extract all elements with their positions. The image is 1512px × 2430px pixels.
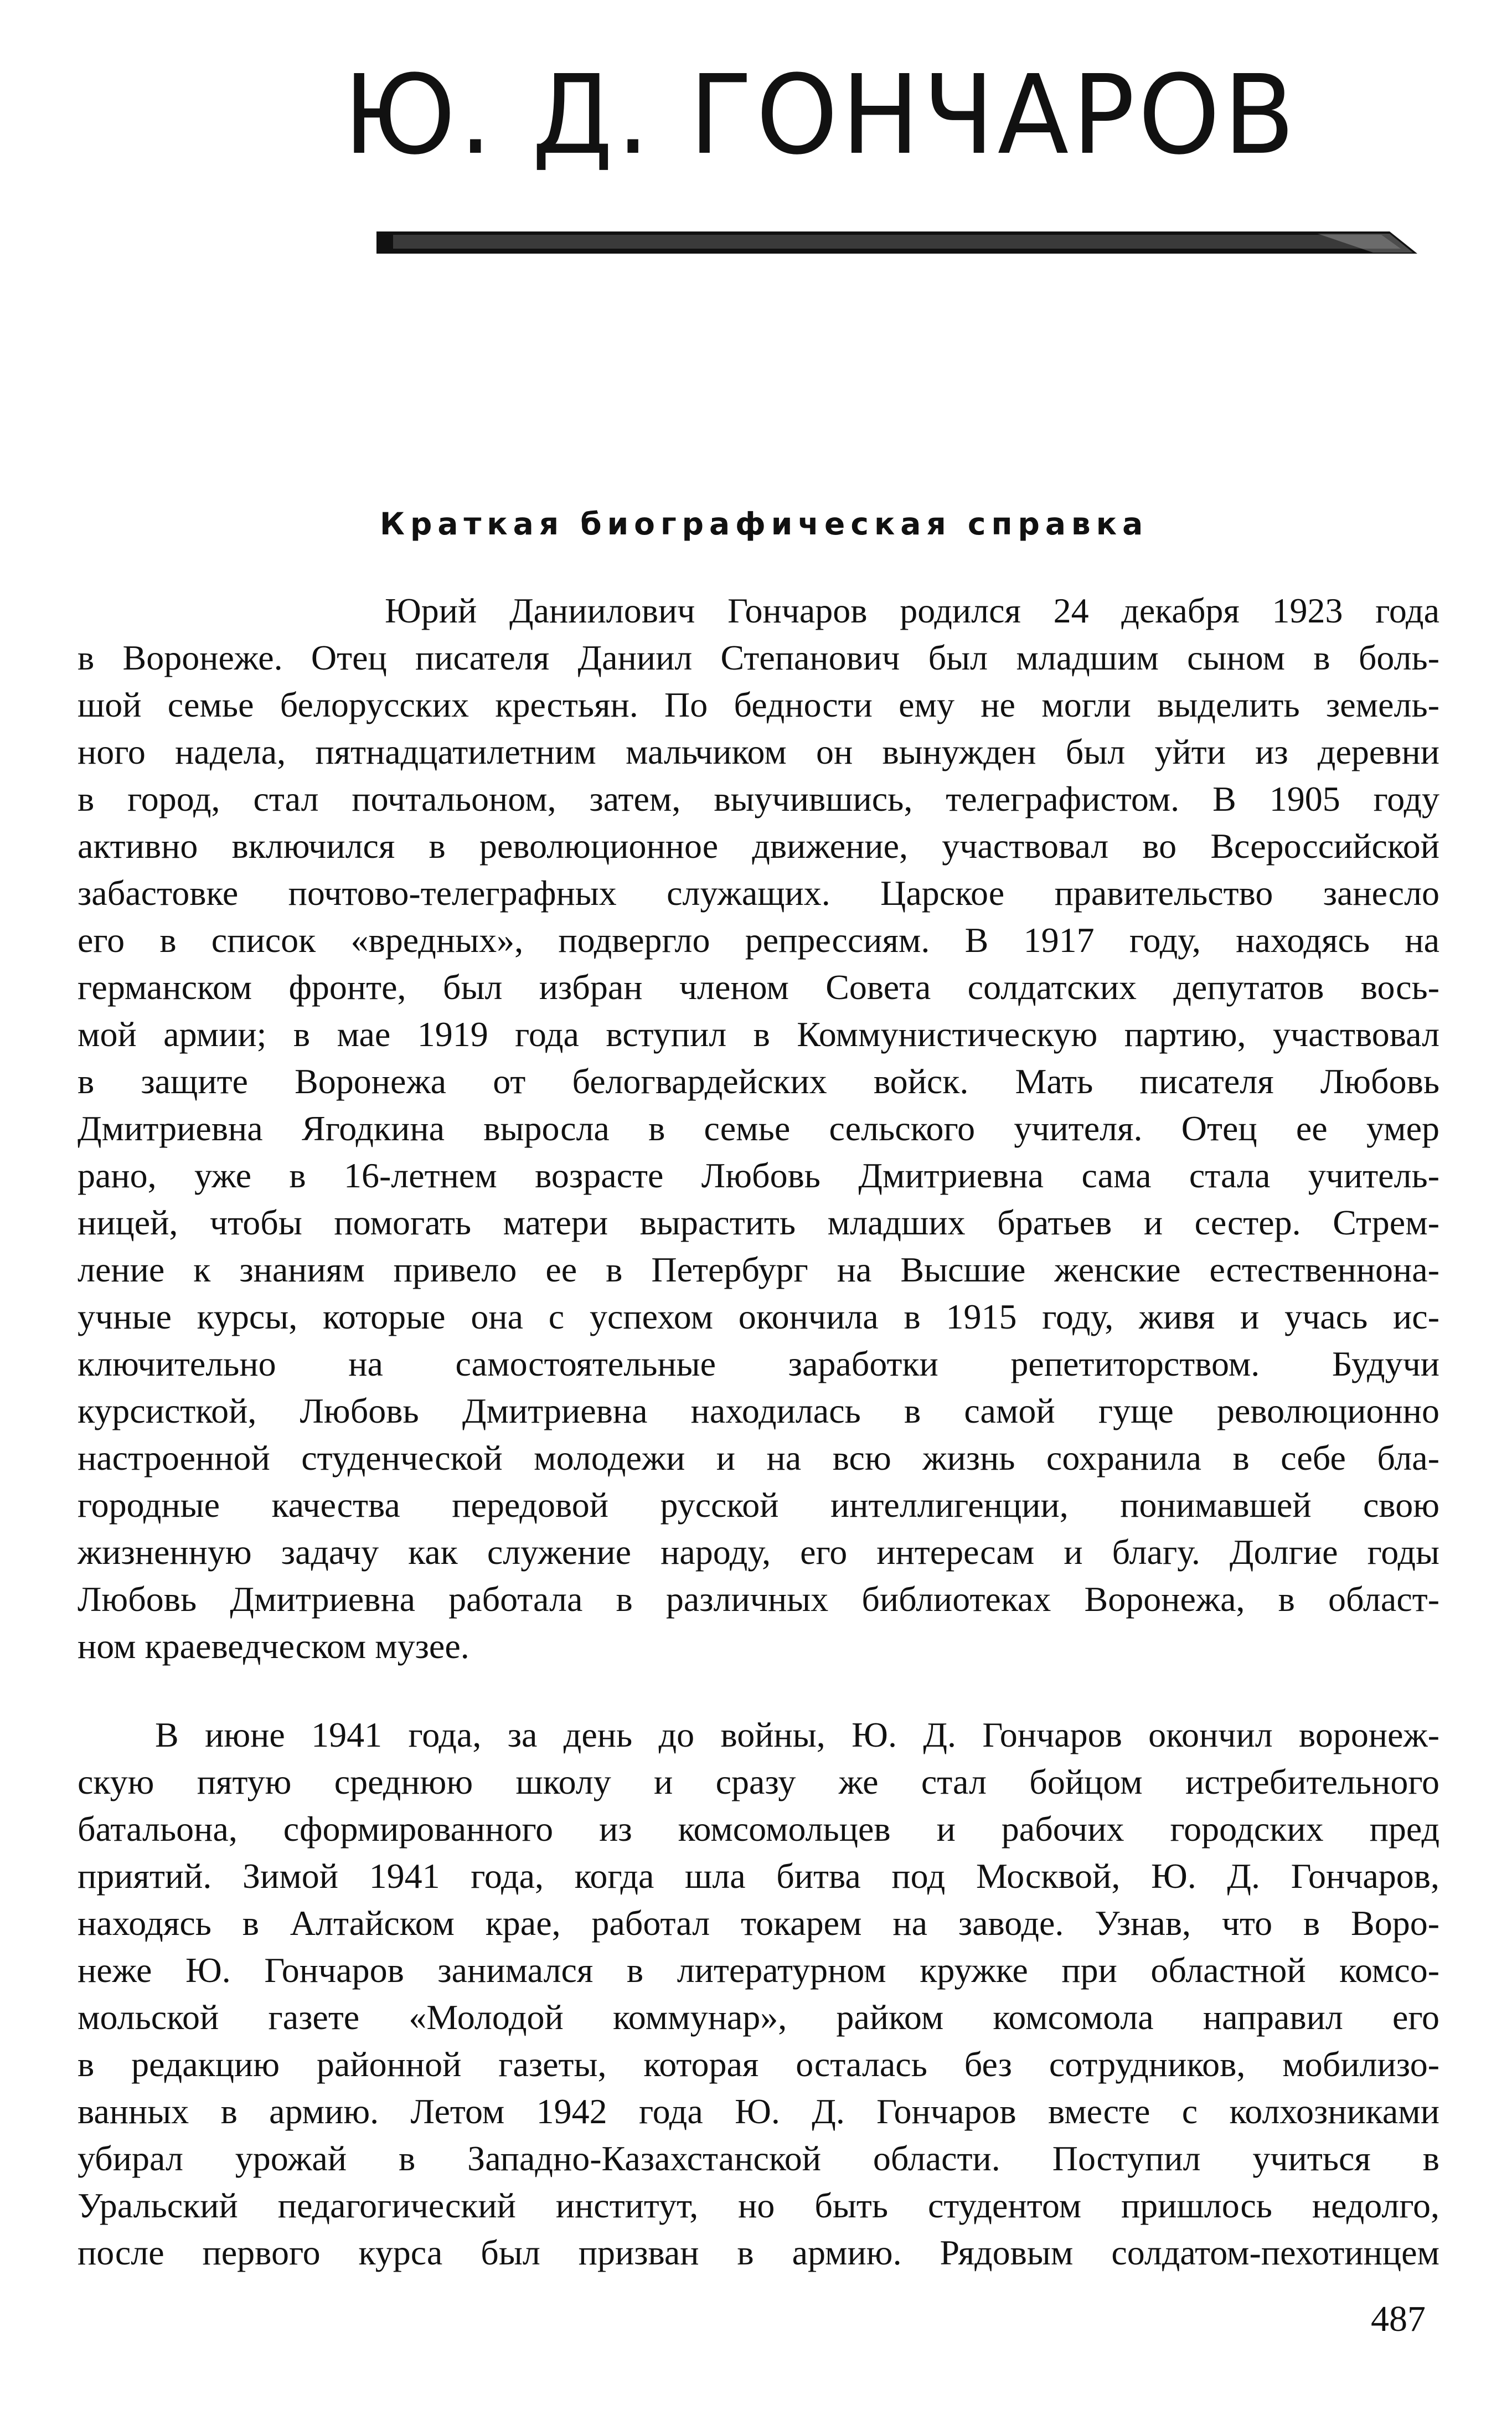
text-line: мольской газете «Молодой коммунар», райком комсомола направил его <box>78 1997 1439 2037</box>
text-line: мой армии; в мае 1919 года вступил в Коммунистическую партию, участвовал <box>78 1015 1439 1054</box>
text-line: ванных в армию. Летом 1942 года Ю. Д. Гончаров вместе с колхозниками <box>78 2092 1439 2131</box>
text-line: В июне 1941 года, за день до войны, Ю. Д. Гончаров окончил воронеж- <box>155 1715 1439 1754</box>
text-line: Дмитриевна Ягодкина выросла в семье сельского учителя. Отец ее умер <box>78 1109 1439 1148</box>
text-line: курсисткой, Любовь Дмитриевна находилась в самой гуще революционно <box>78 1391 1439 1430</box>
text-line: рано, уже в 16-летнем возрасте Любовь Дмитриевна сама стала учитель- <box>78 1156 1439 1195</box>
text-line: городные качества передовой русской интеллигенции, понимавшей свою <box>78 1485 1439 1525</box>
text-line: ного надела, пятнадцатилетним мальчиком он вынужден был уйти из деревни <box>78 732 1439 771</box>
text-line: ключительно на самостоятельные заработки репетиторством. Будучи <box>78 1344 1439 1383</box>
text-line: учные курсы, которые она с успехом окончила в 1915 году, живя и учась ис- <box>78 1297 1439 1336</box>
paragraph-family-bio <box>78 587 1439 1670</box>
section-subtitle: Краткая биографическая справка <box>380 506 1149 542</box>
text-line: батальона, сформированного из комсомольцев и рабочих городских пред <box>78 1809 1439 1849</box>
page-number: 487 <box>1371 2299 1426 2339</box>
text-line: скую пятую среднюю школу и сразу же стал бойцом истребительного <box>78 1762 1439 1801</box>
text-line: настроенной студенческой молодежи и на всю жизнь сохранила в себе бла- <box>78 1438 1439 1477</box>
text-line: жизненную задачу как служение народу, его интересам и благу. Долгие годы <box>78 1532 1439 1572</box>
text-line: приятий. Зимой 1941 года, когда шла битва под Москвой, Ю. Д. Гончаров, <box>78 1856 1439 1896</box>
text-line: в редакцию районной газеты, которая осталась без сотрудников, мобилизо- <box>78 2045 1439 2084</box>
text-line: Юрий Даниилович Гончаров родился 24 декабря 1923 года <box>385 591 1439 630</box>
title-rule <box>376 231 1417 254</box>
text-line: германском фронте, был избран членом Совета солдатских депутатов вось- <box>78 967 1439 1007</box>
text-line: шой семье белорусских крестьян. По бедности ему не могли выделить земель- <box>78 685 1439 724</box>
text-line: забастовке почтово-телеграфных служащих. Царское правительство занесло <box>78 873 1439 913</box>
text-line: в город, стал почтальоном, затем, выучившись, телеграфистом. В 1905 году <box>78 779 1439 818</box>
text-line: Уральский педагогический институт, но быть студентом пришлось недолго, <box>78 2186 1439 2225</box>
text-line: убирал урожай в Западно-Казахстанской области. Поступил учиться в <box>78 2139 1439 2178</box>
text-line: его в список «вредных», подвергло репрессиям. В 1917 году, находясь на <box>78 920 1439 960</box>
paragraph-war-years <box>78 1711 1439 2276</box>
text-line: Любовь Дмитриевна работала в различных библиотеках Воронежа, в област- <box>78 1579 1439 1619</box>
text-line: ницей, чтобы помогать матери вырастить младших братьев и сестер. Стрем- <box>78 1203 1439 1242</box>
text-line: после первого курса был призван в армию. Рядовым солдатом-пехотинцем <box>78 2233 1439 2272</box>
text-line: находясь в Алтайском крае, работал токарем на заводе. Узнав, что в Воро- <box>78 1903 1439 1943</box>
text-line: в защите Воронежа от белогвардейских войск. Мать писателя Любовь <box>78 1062 1439 1101</box>
text-line: в Воронеже. Отец писателя Даниил Степанович был младшим сыном в боль- <box>78 638 1439 677</box>
text-line: активно включился в революционное движение, участвовал во Всероссийской <box>78 826 1439 866</box>
page-title: Ю. Д. ГОНЧАРОВ <box>343 52 1298 179</box>
text-line: ление к знаниям привело ее в Петербург на Высшие женские естественнона- <box>78 1250 1439 1289</box>
text-line: неже Ю. Гончаров занимался в литературном кружке при областной комсо- <box>78 1950 1439 1990</box>
text-line: ном краеведческом музее. <box>78 1626 469 1666</box>
